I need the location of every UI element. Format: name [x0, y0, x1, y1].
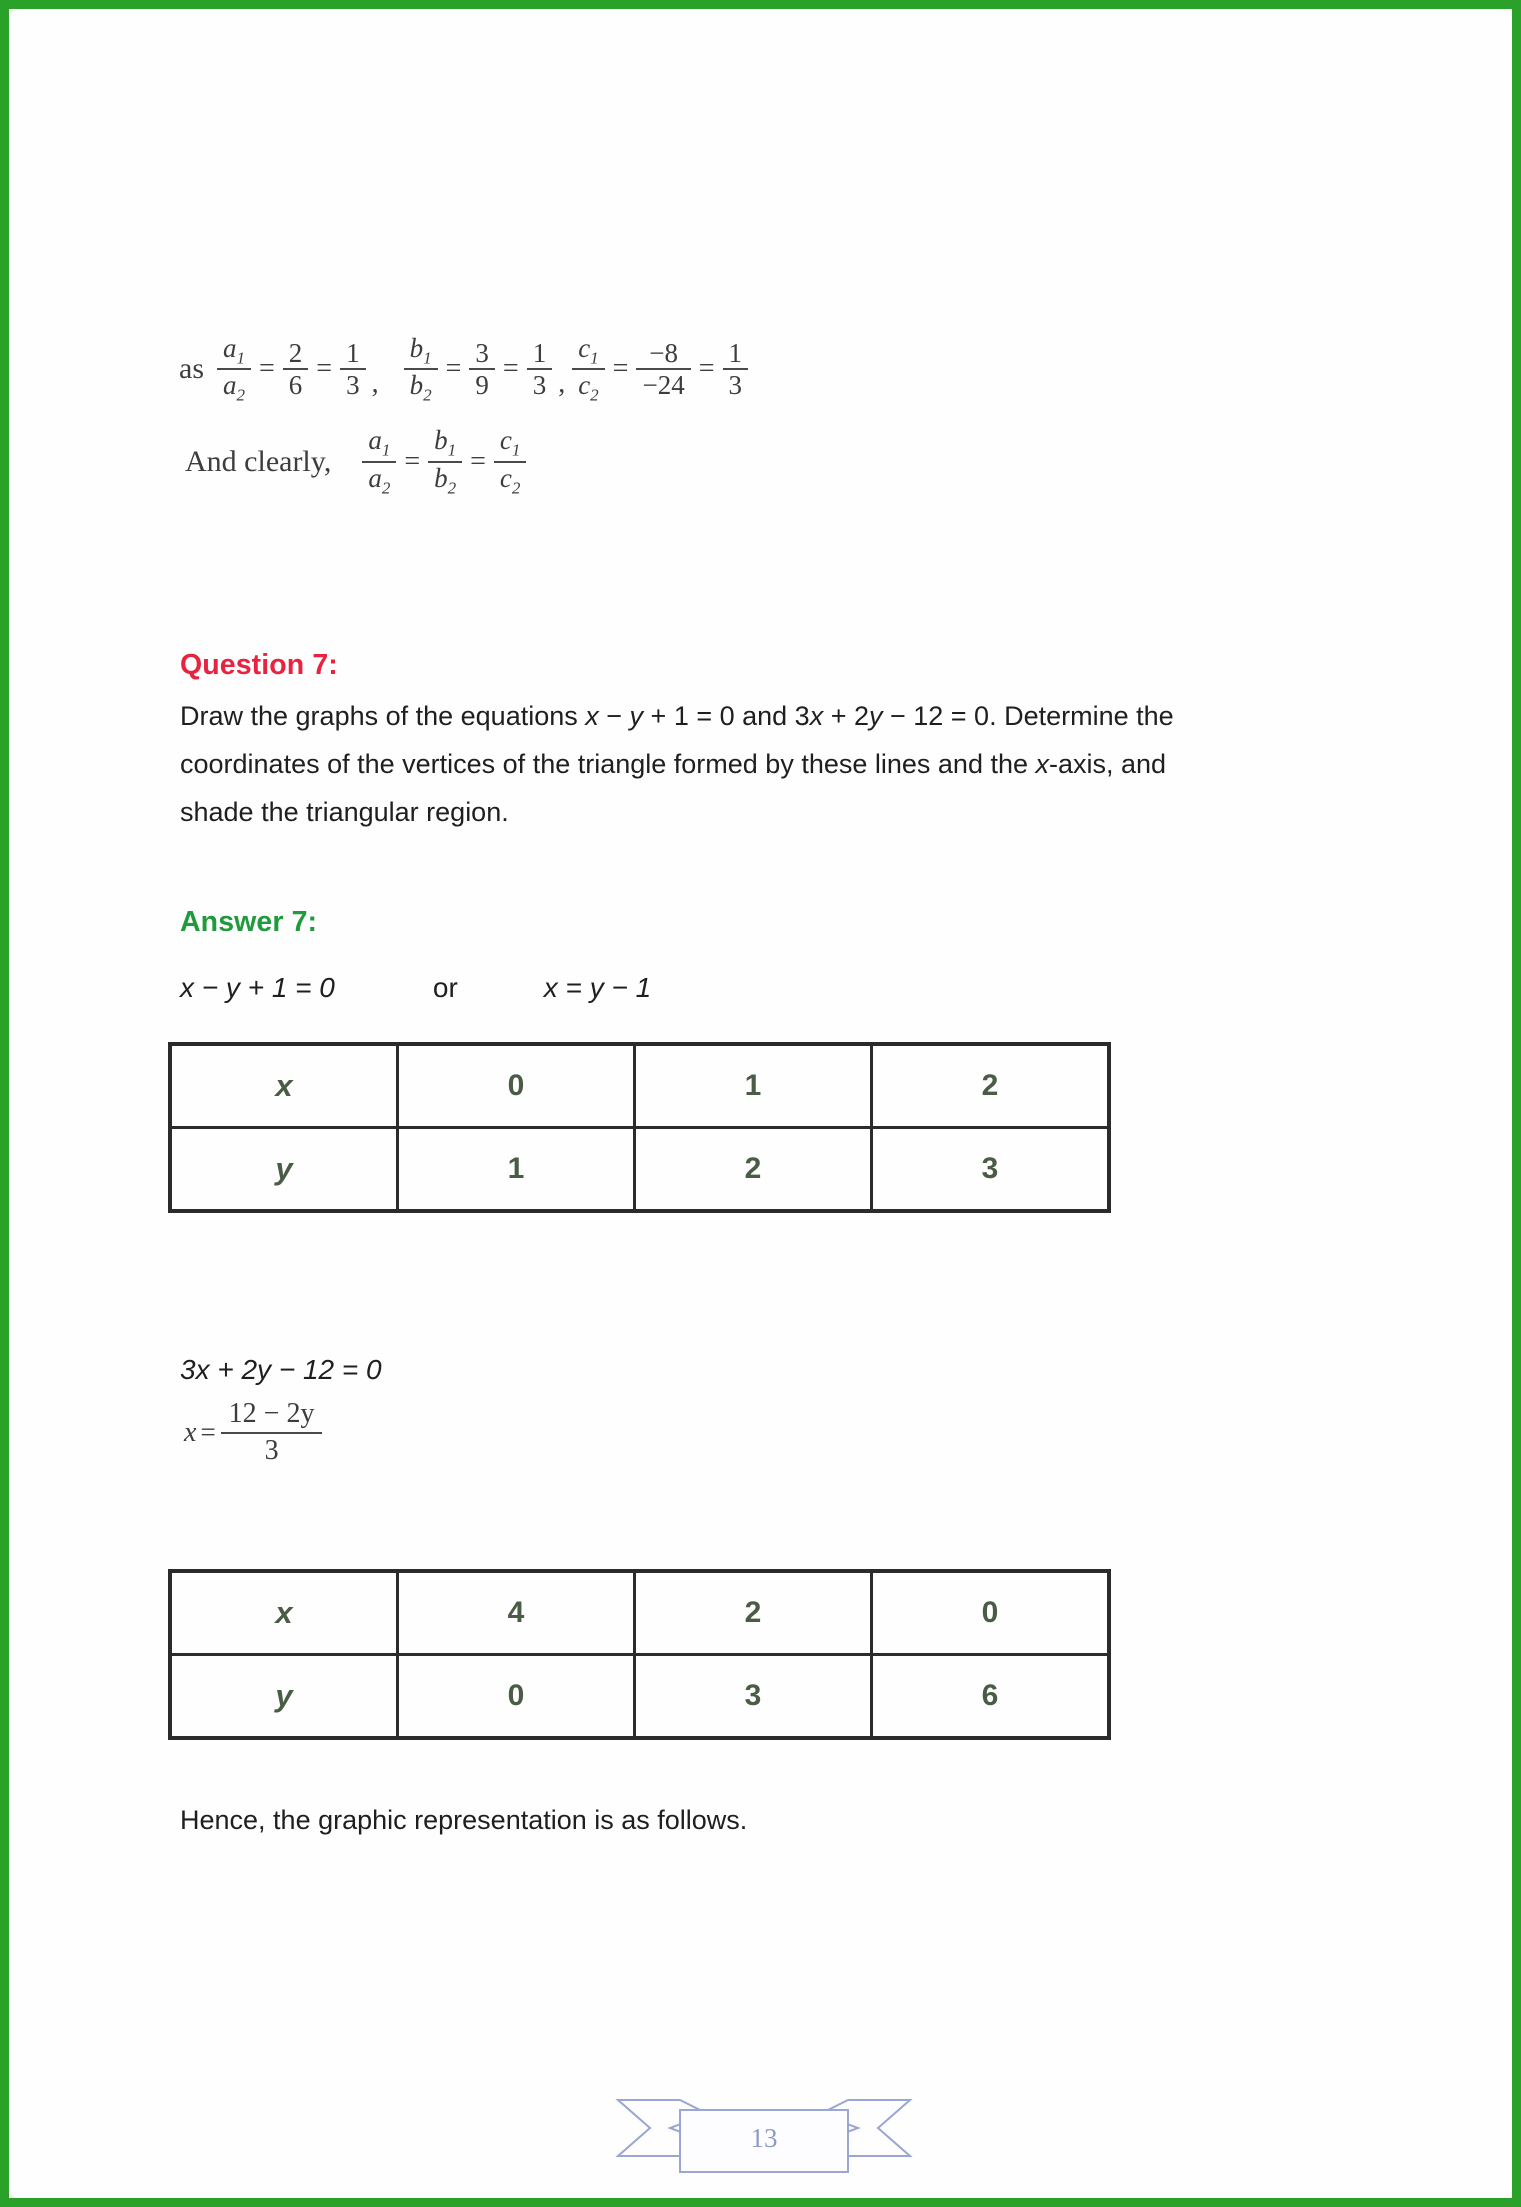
- equation-2-numerator: 12 − 2y: [228, 1398, 315, 1429]
- frac-den-sub: 2: [511, 478, 521, 498]
- conclusion-fraction-a: [362, 426, 396, 496]
- answer-equation-2-solved: [184, 1399, 322, 1467]
- table-x-y-equation-1: [168, 1042, 1111, 1213]
- frac-num-text: 2: [288, 337, 303, 368]
- equation-2-denominator: 3: [221, 1432, 323, 1467]
- question-line2-part-a: coordinates of the vertices of the triangle formed by these lines and the: [180, 749, 1036, 779]
- frac-den-text: 3: [527, 368, 553, 399]
- table2-row2-cell-3: 6: [872, 1655, 1110, 1739]
- table2-row1-label: x: [170, 1571, 398, 1655]
- fraction-1-over-3-a: [340, 339, 366, 400]
- question-line1-part-e: − 12 = 0. Determine the: [882, 701, 1174, 731]
- frac-num-text: −8: [649, 337, 678, 368]
- frac-num-text: c: [499, 425, 512, 456]
- fraction-3-over-9: [469, 339, 495, 400]
- page-content-area: [9, 9, 1512, 2198]
- conclusion-fraction-b: [428, 426, 462, 496]
- frac-den-text: 3: [723, 368, 749, 399]
- equation-2-equals: =: [200, 1417, 216, 1448]
- frac-den-text: c: [578, 370, 591, 401]
- frac-den-text: 6: [283, 368, 309, 399]
- frac-num-text: c: [578, 333, 591, 363]
- frac-num-text: 1: [728, 337, 742, 368]
- table1-row2-cell-3: 3: [872, 1128, 1110, 1212]
- table2-row2-cell-1: 0: [398, 1655, 635, 1739]
- frac-den-text: 3: [340, 368, 366, 399]
- equals-sign: =: [316, 353, 333, 385]
- table1-row1-cell-2: 1: [635, 1044, 872, 1128]
- frac-num-text: 3: [475, 337, 489, 368]
- fraction-a1-over-a2: [217, 334, 251, 404]
- question-line1-part-c: + 1 = 0 and 3: [643, 701, 810, 731]
- frac-num-text: a: [223, 333, 237, 363]
- fraction-c1-over-c2: [572, 334, 604, 404]
- frac-num-text: b: [434, 425, 448, 456]
- answer-heading: Answer 7:: [180, 906, 318, 938]
- frac-den-sub: 2: [236, 385, 245, 405]
- frac-den-text: b: [409, 370, 424, 401]
- frac-num-text: 1: [346, 337, 360, 368]
- formula-row-ratios: [179, 334, 779, 404]
- question-heading: Question 7:: [180, 649, 338, 681]
- frac-den-text: a: [368, 462, 382, 493]
- table1-row2-label: y: [170, 1128, 398, 1212]
- formula-lead-as: as: [179, 352, 204, 386]
- equals-sign: =: [502, 353, 519, 385]
- frac-num-sub: 1: [423, 348, 432, 368]
- equals-sign: =: [445, 353, 462, 385]
- frac-den-text: a: [223, 370, 237, 401]
- table-row: [170, 1044, 1109, 1128]
- equals-sign: =: [259, 353, 275, 385]
- table2-row1-cell-2: 2: [635, 1571, 872, 1655]
- question-line-1: [180, 692, 1357, 740]
- answer-equation-1: [180, 972, 651, 1004]
- page-number: 13: [750, 2123, 778, 2153]
- table2-row2-cell-2: 3: [635, 1655, 872, 1739]
- variable-y: y: [629, 701, 644, 731]
- formula-lead-and-clearly: And clearly,: [185, 444, 332, 478]
- equals-sign: =: [698, 353, 715, 385]
- page-number-ribbon: [614, 2084, 914, 2179]
- table2-row2-label: y: [170, 1655, 398, 1739]
- frac-den-sub: 2: [590, 385, 599, 405]
- frac-num-sub: 1: [511, 440, 521, 460]
- question-text: [180, 692, 1357, 836]
- frac-den-sub: 2: [381, 478, 391, 498]
- equation-1-right: x = y − 1: [543, 972, 652, 1003]
- equation-1-or: or: [432, 972, 458, 1003]
- table1-row1-cell-3: 2: [872, 1044, 1110, 1128]
- question-line1-part-d: + 2: [823, 701, 869, 731]
- conclusion-fraction-c: [494, 426, 526, 496]
- frac-num-sub: 1: [381, 440, 391, 460]
- table2-row1-cell-1: 4: [398, 1571, 635, 1655]
- comma-separator: ,: [558, 368, 566, 400]
- closing-text: Hence, the graphic representation is as follows.: [180, 1805, 748, 1835]
- table1-row2-cell-1: 1: [398, 1128, 635, 1212]
- table2-row1-cell-3: 0: [872, 1571, 1110, 1655]
- equation-2-fraction: [221, 1399, 323, 1467]
- equation-2-text: 3x + 2y − 12 = 0: [180, 1354, 382, 1385]
- comma-separator: ,: [371, 368, 379, 400]
- variable-y: y: [868, 701, 883, 731]
- frac-den-text: c: [499, 462, 512, 493]
- equals-sign: =: [404, 445, 421, 477]
- variable-x: x: [585, 701, 599, 731]
- variable-x: x: [809, 701, 824, 731]
- answer-equation-2: [180, 1354, 382, 1386]
- table1-row1-label: x: [170, 1044, 398, 1128]
- table-row: [170, 1655, 1109, 1739]
- table-row: [170, 1128, 1109, 1212]
- ratio-comparison-formula: [179, 334, 779, 497]
- equation-2-lhs: x: [184, 1416, 197, 1448]
- question-line-3: shade the triangular region.: [180, 797, 509, 827]
- equals-sign: =: [470, 445, 486, 477]
- fraction-1-over-3-b: [527, 339, 553, 400]
- equals-sign: =: [612, 353, 629, 385]
- frac-den-sub: 2: [423, 385, 432, 405]
- frac-den-text: 9: [469, 368, 495, 399]
- equation-1-left: x − y + 1 = 0: [180, 972, 335, 1003]
- table1-row2-cell-2: 2: [635, 1128, 872, 1212]
- fraction-neg8-over-neg24: [636, 339, 690, 400]
- frac-num-sub: 1: [590, 348, 599, 368]
- fraction-1-over-3-c: [723, 339, 749, 400]
- question-line1-part-b: −: [598, 701, 630, 731]
- frac-num-text: 1: [532, 337, 547, 368]
- question-line-2: [180, 740, 1357, 788]
- formula-row-conclusion: [185, 426, 779, 496]
- fraction-b1-over-b2: [404, 334, 438, 404]
- variable-x: x: [1035, 749, 1049, 779]
- question-line2-part-b: -axis, and: [1049, 749, 1167, 779]
- frac-num-sub: 1: [447, 440, 457, 460]
- frac-num-sub: 1: [236, 348, 245, 368]
- table1-row1-cell-1: 0: [398, 1044, 635, 1128]
- frac-den-sub: 2: [447, 478, 457, 498]
- table-row: [170, 1571, 1109, 1655]
- frac-den-text: b: [434, 462, 448, 493]
- question-line1-part-a: Draw the graphs of the equations: [180, 701, 586, 731]
- table-x-y-equation-2: [168, 1569, 1111, 1740]
- frac-num-text: a: [368, 425, 382, 456]
- fraction-2-over-6: [283, 339, 309, 400]
- frac-num-text: b: [409, 333, 424, 363]
- frac-den-text: −24: [636, 368, 690, 399]
